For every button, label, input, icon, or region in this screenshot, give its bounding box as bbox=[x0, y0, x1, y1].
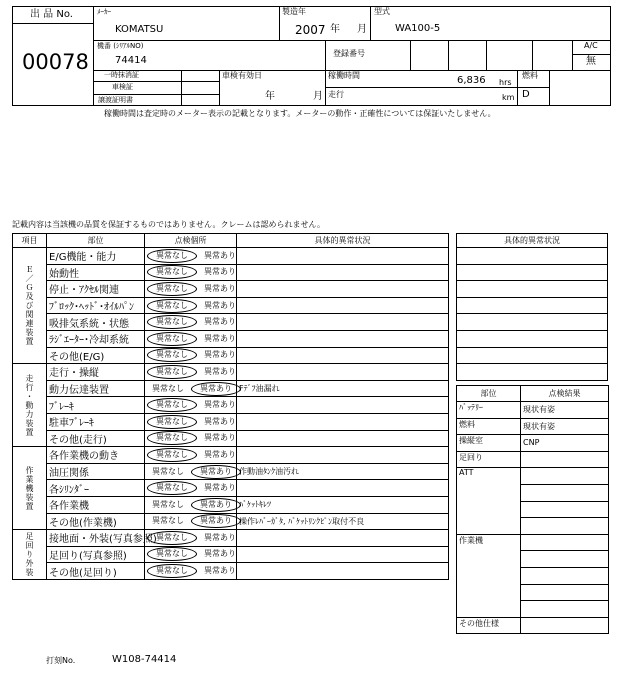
result-row bbox=[457, 418, 609, 435]
vline bbox=[181, 70, 182, 106]
right-detail-header: 具体的異常状況 bbox=[457, 234, 608, 248]
result-part: 操縦室 bbox=[457, 435, 521, 452]
part-cell: ﾌﾞﾚｰｷ bbox=[47, 397, 145, 414]
ok-option[interactable]: 異常なし bbox=[152, 516, 184, 526]
inspection-row bbox=[13, 330, 449, 347]
check-cell bbox=[145, 563, 237, 580]
result-value bbox=[521, 451, 609, 468]
right-detail-row bbox=[457, 297, 608, 314]
detail-cell bbox=[237, 314, 449, 331]
ng-option[interactable]: 異常あり bbox=[204, 532, 236, 542]
detail-cell bbox=[237, 297, 449, 314]
check-result-table bbox=[456, 385, 609, 634]
ng-option[interactable]: 異常あり bbox=[191, 465, 241, 479]
vline bbox=[572, 40, 573, 70]
result-row bbox=[457, 402, 609, 419]
lot-label: 出 品 No. bbox=[30, 9, 73, 20]
ng-option[interactable]: 異常あり bbox=[204, 433, 236, 443]
part-cell: 動力伝達装置 bbox=[47, 380, 145, 397]
inspection-row bbox=[13, 397, 449, 414]
ok-option[interactable]: 異常なし bbox=[147, 249, 197, 263]
right-detail-cell bbox=[457, 347, 608, 364]
ng-option[interactable]: 異常あり bbox=[204, 283, 236, 293]
check-cell bbox=[145, 430, 237, 447]
right-detail-row bbox=[457, 264, 608, 281]
result-part: 作業機 bbox=[457, 534, 521, 617]
result-row bbox=[457, 617, 609, 634]
check-cell bbox=[145, 297, 237, 314]
check-cell bbox=[145, 447, 237, 464]
detail-cell bbox=[237, 364, 449, 381]
detail-cell: Fﾃﾞﾌ油漏れ bbox=[237, 380, 449, 397]
part-cell: その他(走行) bbox=[47, 430, 145, 447]
result-row bbox=[457, 435, 609, 452]
right-detail-row bbox=[457, 364, 608, 381]
ok-option[interactable]: 異常なし bbox=[147, 547, 197, 561]
ng-option[interactable]: 異常あり bbox=[191, 498, 241, 512]
ok-option[interactable]: 異常なし bbox=[147, 315, 197, 329]
fuel-label: 燃料 bbox=[522, 71, 538, 80]
result-row bbox=[457, 468, 609, 485]
group-label bbox=[13, 248, 47, 364]
ac-label: A/C bbox=[584, 41, 598, 50]
serial-label: 機番 (ｼﾘｱﾙNO) bbox=[97, 42, 144, 50]
shaken-label: 車検証 bbox=[112, 83, 133, 91]
vline bbox=[410, 40, 411, 70]
result-col-result: 点検結果 bbox=[521, 386, 609, 402]
ng-option[interactable]: 異常あり bbox=[204, 267, 236, 277]
ng-option[interactable]: 異常あり bbox=[204, 366, 236, 376]
detail-cell bbox=[237, 248, 449, 265]
col-point-header: 点検個所 bbox=[145, 234, 237, 248]
hours-unit: hrs bbox=[499, 78, 512, 87]
ok-option[interactable]: 異常なし bbox=[147, 265, 197, 279]
detail-cell bbox=[237, 413, 449, 430]
ok-option[interactable]: 異常なし bbox=[147, 282, 197, 296]
temp-cancel-label: 一時抹消証 bbox=[104, 71, 139, 79]
inspection-label: 車検有効日 bbox=[222, 71, 262, 80]
ng-option[interactable]: 異常あり bbox=[204, 350, 236, 360]
result-part: その他仕様 bbox=[457, 617, 521, 634]
check-cell bbox=[145, 380, 237, 397]
right-detail-cell bbox=[457, 364, 608, 381]
lot-number: 00078 bbox=[22, 50, 89, 74]
check-cell bbox=[145, 248, 237, 265]
right-detail-cell bbox=[457, 330, 608, 347]
inspection-row bbox=[13, 264, 449, 281]
ng-option[interactable]: 異常あり bbox=[204, 449, 236, 459]
check-cell bbox=[145, 530, 237, 547]
right-detail-row bbox=[457, 281, 608, 298]
part-cell: 吸排気系統・状態 bbox=[47, 314, 145, 331]
result-part: ﾊﾞｯﾃﾘｰ bbox=[457, 402, 521, 419]
result-value: 現状有姿 bbox=[521, 418, 609, 435]
vline bbox=[486, 40, 487, 70]
right-detail-row bbox=[457, 347, 608, 364]
result-value bbox=[521, 534, 609, 551]
hline bbox=[572, 54, 611, 55]
ok-option[interactable]: 異常なし bbox=[147, 431, 197, 445]
result-value bbox=[521, 584, 609, 601]
maker-value: KOMATSU bbox=[115, 24, 164, 35]
check-cell bbox=[145, 480, 237, 497]
result-value bbox=[521, 518, 609, 535]
right-detail-cell bbox=[457, 281, 608, 298]
ok-option[interactable]: 異常なし bbox=[152, 499, 184, 509]
ng-option[interactable]: 異常あり bbox=[191, 514, 241, 528]
part-cell: その他(E/G) bbox=[47, 347, 145, 364]
result-part: 足回り bbox=[457, 451, 521, 468]
part-cell: 停止・ｱｸｾﾙ関連 bbox=[47, 281, 145, 298]
part-cell: その他(足回り) bbox=[47, 563, 145, 580]
right-detail-cell bbox=[457, 297, 608, 314]
check-cell bbox=[145, 264, 237, 281]
ng-option[interactable]: 異常あり bbox=[204, 400, 236, 410]
stamp-value: W108-74414 bbox=[112, 654, 177, 665]
check-cell bbox=[145, 463, 237, 480]
ok-option[interactable]: 異常なし bbox=[152, 466, 184, 476]
ng-option[interactable]: 異常あり bbox=[204, 483, 236, 493]
ok-option[interactable]: 異常なし bbox=[147, 531, 197, 545]
result-value bbox=[521, 484, 609, 501]
ng-option[interactable]: 異常あり bbox=[204, 300, 236, 310]
ok-option[interactable]: 異常なし bbox=[147, 365, 197, 379]
ok-option[interactable]: 異常なし bbox=[152, 383, 184, 393]
hours-value: 6,836 bbox=[457, 75, 486, 86]
detail-cell bbox=[237, 330, 449, 347]
ok-option[interactable]: 異常なし bbox=[147, 564, 197, 578]
year-unit: 年 bbox=[330, 24, 340, 35]
result-value bbox=[521, 567, 609, 584]
vline bbox=[532, 40, 533, 70]
stamp-label: 打刻No. bbox=[46, 656, 76, 665]
inspection-row bbox=[13, 297, 449, 314]
serial-value: 74414 bbox=[115, 55, 147, 66]
inspection-row bbox=[13, 563, 449, 580]
disclaimer: 記載内容は当該機の品質を保証するものではありません。クレームは認められません。 bbox=[12, 220, 325, 229]
vline bbox=[325, 40, 326, 106]
km-unit: km bbox=[502, 93, 515, 102]
inspection-row bbox=[13, 413, 449, 430]
part-cell: 始動性 bbox=[47, 264, 145, 281]
part-cell: E/G機能・能力 bbox=[47, 248, 145, 265]
detail-cell bbox=[237, 347, 449, 364]
vline bbox=[448, 40, 449, 70]
check-cell bbox=[145, 364, 237, 381]
detail-cell: 操作ﾚﾊﾞｰｶﾞﾀ, ﾊﾞｹｯﾄﾘﾝｸﾋﾟﾝ取付不良 bbox=[237, 513, 449, 530]
hline bbox=[94, 94, 219, 95]
group-name: 走行・動力装置 bbox=[25, 373, 34, 437]
check-cell bbox=[145, 513, 237, 530]
col-item-header: 項目 bbox=[13, 234, 47, 248]
ng-option[interactable]: 異常あり bbox=[204, 333, 236, 343]
result-row bbox=[457, 534, 609, 551]
inspection-table bbox=[12, 233, 449, 580]
check-cell bbox=[145, 281, 237, 298]
part-cell: 油圧関係 bbox=[47, 463, 145, 480]
inspection-row bbox=[13, 248, 449, 265]
vline bbox=[219, 70, 220, 106]
result-value: CNP bbox=[521, 435, 609, 452]
ng-option[interactable]: 異常あり bbox=[204, 317, 236, 327]
hline bbox=[325, 87, 549, 88]
inspection-row bbox=[13, 430, 449, 447]
ok-option[interactable]: 異常なし bbox=[147, 398, 197, 412]
detail-cell bbox=[237, 447, 449, 464]
result-value bbox=[521, 617, 609, 634]
result-value bbox=[521, 501, 609, 518]
inspection-row bbox=[13, 380, 449, 397]
detail-cell bbox=[237, 546, 449, 563]
check-cell bbox=[145, 496, 237, 513]
year-value: 2007 bbox=[295, 23, 326, 37]
check-cell bbox=[145, 546, 237, 563]
vline bbox=[549, 70, 550, 106]
result-value: 現状有姿 bbox=[521, 402, 609, 419]
result-value bbox=[521, 601, 609, 618]
right-detail-row bbox=[457, 330, 608, 347]
inspection-row bbox=[13, 347, 449, 364]
check-cell bbox=[145, 413, 237, 430]
part-cell: ﾌﾞﾛｯｸ･ﾍｯﾄﾞ･ｵｲﾙﾊﾟﾝ bbox=[47, 297, 145, 314]
vline bbox=[517, 70, 518, 106]
part-cell: 足回り(写真参照) bbox=[47, 546, 145, 563]
col-part-header: 部位 bbox=[47, 234, 145, 248]
detail-cell: 作動油ﾀﾝｸ油汚れ bbox=[237, 463, 449, 480]
ok-option[interactable]: 異常なし bbox=[147, 415, 197, 429]
ng-option[interactable]: 異常あり bbox=[191, 382, 241, 396]
detail-cell: ﾊﾞｹｯﾄｷﾚﾂ bbox=[237, 496, 449, 513]
inspection-row bbox=[13, 463, 449, 480]
group-name: 作業機装置 bbox=[25, 465, 34, 511]
year-label: 製造年 bbox=[282, 7, 306, 16]
inspection-row bbox=[13, 447, 449, 464]
right-detail-row bbox=[457, 314, 608, 331]
check-cell bbox=[145, 314, 237, 331]
inspection-row bbox=[13, 546, 449, 563]
vline bbox=[370, 6, 371, 40]
group-name: 足回り外装 bbox=[25, 531, 34, 577]
detail-cell bbox=[237, 281, 449, 298]
result-part: ATT bbox=[457, 468, 521, 534]
right-detail-cell bbox=[457, 264, 608, 281]
result-row bbox=[457, 451, 609, 468]
inspection-row bbox=[13, 496, 449, 513]
maker-label: ﾒｰｶｰ bbox=[97, 8, 111, 16]
result-col-part: 部位 bbox=[457, 386, 521, 402]
vline bbox=[279, 6, 280, 40]
hline bbox=[94, 40, 611, 41]
col-detail-header: 具体的異常状況 bbox=[237, 234, 449, 248]
detail-cell bbox=[237, 397, 449, 414]
check-cell bbox=[145, 397, 237, 414]
ng-option[interactable]: 異常あり bbox=[204, 549, 236, 559]
registration-label: 登録番号 bbox=[333, 49, 365, 58]
inspection-row bbox=[13, 281, 449, 298]
group-label bbox=[13, 447, 47, 530]
check-cell bbox=[145, 330, 237, 347]
detail-cell bbox=[237, 563, 449, 580]
part-cell: ﾗｼﾞｴｰﾀｰ･冷却系統 bbox=[47, 330, 145, 347]
result-value bbox=[521, 551, 609, 568]
ng-option[interactable]: 異常あり bbox=[204, 250, 236, 260]
inspection-month-unit: 月 bbox=[313, 91, 323, 102]
part-cell: 駐車ﾌﾞﾚｰｷ bbox=[47, 413, 145, 430]
inspection-row bbox=[13, 314, 449, 331]
group-label bbox=[13, 530, 47, 580]
inspection-row bbox=[13, 513, 449, 530]
ok-option[interactable]: 異常なし bbox=[147, 348, 197, 362]
part-cell: 各ｼﾘﾝﾀﾞｰ bbox=[47, 480, 145, 497]
result-part: 燃料 bbox=[457, 418, 521, 435]
month-unit: 月 bbox=[357, 24, 367, 35]
part-cell: 各作業機の動き bbox=[47, 447, 145, 464]
ng-option[interactable]: 異常あり bbox=[204, 566, 236, 576]
right-detail-cell bbox=[457, 248, 608, 265]
fuel-value: D bbox=[522, 89, 530, 100]
group-label bbox=[13, 364, 47, 447]
inspection-row bbox=[13, 530, 449, 547]
ac-value: 無 bbox=[586, 56, 596, 67]
model-label: 型式 bbox=[374, 7, 390, 16]
detail-cell bbox=[237, 264, 449, 281]
part-cell: 各作業機 bbox=[47, 496, 145, 513]
hours-note: 稼働時間は査定時のメーター表示の記載となります。メーターの動作・正確性については保証いたしません。 bbox=[104, 109, 496, 118]
ok-option[interactable]: 異常なし bbox=[147, 481, 197, 495]
ok-option[interactable]: 異常なし bbox=[147, 332, 197, 346]
inspection-row bbox=[13, 480, 449, 497]
check-cell bbox=[145, 347, 237, 364]
hours-label: 稼働時間 bbox=[328, 71, 360, 80]
part-cell: 接地面・外装(写真参照) bbox=[47, 530, 145, 547]
detail-cell bbox=[237, 430, 449, 447]
distance-label: 走行 bbox=[328, 90, 344, 99]
ok-option[interactable]: 異常なし bbox=[147, 299, 197, 313]
ng-option[interactable]: 異常あり bbox=[204, 416, 236, 426]
model-value: WA100-5 bbox=[395, 23, 441, 34]
transfer-label: 譲渡証明書 bbox=[98, 96, 133, 104]
inspection-row bbox=[13, 364, 449, 381]
right-detail-row bbox=[457, 248, 608, 265]
part-cell: 走行・操縦 bbox=[47, 364, 145, 381]
group-name: Ｅ／Ｇ及び関連装置 bbox=[25, 265, 34, 347]
right-detail-cell bbox=[457, 314, 608, 331]
detail-cell bbox=[237, 480, 449, 497]
inspection-year-unit: 年 bbox=[265, 91, 275, 102]
detail-cell bbox=[237, 530, 449, 547]
part-cell: その他(作業機) bbox=[47, 513, 145, 530]
right-detail-table bbox=[456, 233, 608, 381]
ok-option[interactable]: 異常なし bbox=[147, 448, 197, 462]
hline bbox=[94, 81, 219, 82]
result-value bbox=[521, 468, 609, 485]
